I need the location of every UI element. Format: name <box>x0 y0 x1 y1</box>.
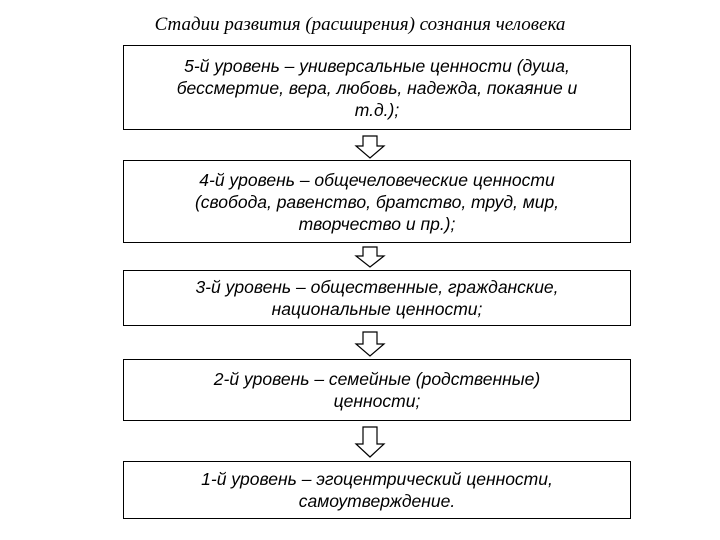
level-1-line-1: 1-й уровень – эгоцентрический ценности, <box>201 469 553 489</box>
down-arrow-icon <box>354 135 386 159</box>
level-5-box <box>123 45 631 130</box>
level-3-box <box>123 270 631 326</box>
level-2-text <box>214 368 540 412</box>
level-2-box <box>123 359 631 421</box>
level-1-box <box>123 461 631 519</box>
level-4-line-1: 4-й уровень – общечеловеческие ценности <box>199 169 555 190</box>
level-3-line-2: национальные ценности; <box>271 299 483 319</box>
down-arrow-icon <box>354 331 386 357</box>
diagram-title: Стадии развития (расширения) сознания человека <box>154 14 566 35</box>
level-2-line-2: ценности; <box>333 391 421 411</box>
level-4-line-3: творчество и пр.); <box>298 213 456 234</box>
level-5-line-1: 5-й уровень – универсальные ценности (душа, <box>184 55 570 76</box>
level-4-box <box>123 160 631 243</box>
level-2-line-1: 2-й уровень – семейные (родственные) <box>213 369 541 389</box>
level-4-line-2: (свобода, равенство, братство, труд, мир, <box>194 191 560 212</box>
level-4-text <box>195 169 559 235</box>
level-5-line-3: т.д.); <box>354 99 400 120</box>
down-arrow-icon <box>354 246 386 268</box>
level-1-text <box>201 468 553 512</box>
down-arrow-icon <box>354 426 386 458</box>
level-5-text <box>177 55 578 121</box>
level-5-line-2: бессмертие, вера, любовь, надежда, покаяние и <box>176 77 578 98</box>
level-3-text <box>195 276 558 320</box>
level-3-line-1: 3-й уровень – общественные, гражданские, <box>195 277 559 297</box>
level-1-line-2: самоутверждение. <box>298 491 456 511</box>
